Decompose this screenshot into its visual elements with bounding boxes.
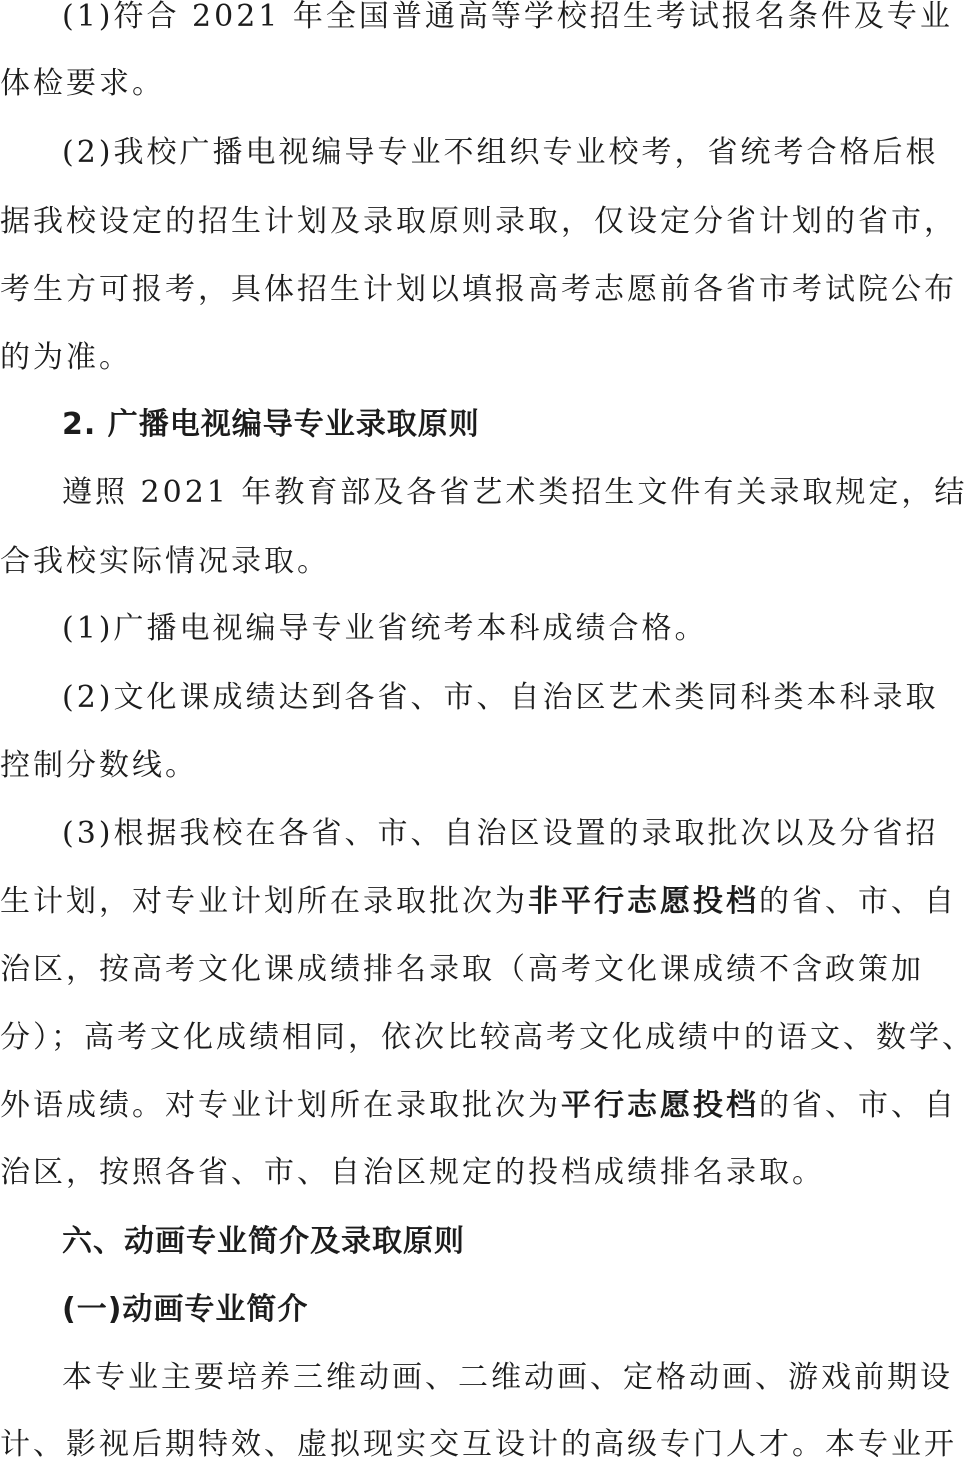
paragraph-line: 体检要求。 — [0, 66, 165, 101]
paragraph-line: 遵照 2021 年教育部及各省艺术类招生文件有关录取规定，结 — [62, 475, 968, 510]
bold-text-run: 非平行志愿投档 — [528, 884, 759, 919]
paragraph-line: 控制分数线。 — [0, 748, 198, 783]
text-run: 生计划，对专业计划所在录取批次为 — [0, 884, 528, 919]
paragraph-line: (1)广播电视编导专业省统考本科成绩合格。 — [62, 611, 708, 646]
paragraph-line: 治区，按高考文化课成绩排名录取（高考文化课成绩不含政策加 — [0, 952, 924, 987]
bold-text-run: 平行志愿投档 — [561, 1088, 759, 1123]
paragraph-line: 本专业主要培养三维动画、二维动画、定格动画、游戏前期设 — [62, 1360, 953, 1395]
paragraph-line: (2)我校广播电视编导专业不组织专业校考，省统考合格后根 — [62, 135, 939, 170]
paragraph-line: 计、影视后期特效、虚拟现实交互设计的高级专门人才。本专业开 — [0, 1427, 957, 1462]
subsection-heading: (一)动画专业简介 — [62, 1292, 309, 1327]
paragraph-line: (2)文化课成绩达到各省、市、自治区艺术类同科类本科录取 — [62, 680, 939, 715]
paragraph-line: 据我校设定的招生计划及录取原则录取，仅设定分省计划的省市， — [0, 204, 957, 239]
section-heading: 2. 广播电视编导专业录取原则 — [62, 407, 480, 442]
paragraph-line: 的为准。 — [0, 340, 132, 375]
section-heading: 六、动画专业简介及录取原则 — [62, 1224, 465, 1259]
paragraph-line: 合我校实际情况录取。 — [0, 544, 330, 579]
text-run: 外语成绩。对专业计划所在录取批次为 — [0, 1088, 561, 1123]
paragraph-line — [0, 1083, 957, 1129]
paragraph-line: 考生方可报考，具体招生计划以填报高考志愿前各省市考试院公布 — [0, 272, 957, 307]
text-run: 的省、市、自 — [759, 1088, 957, 1123]
paragraph-line: 分）；高考文化成绩相同，依次比较高考文化成绩中的语文、数学、 — [0, 1020, 975, 1055]
paragraph-line — [0, 879, 957, 925]
paragraph-line: (1)符合 2021 年全国普通高等学校招生考试报名条件及专业 — [62, 0, 953, 34]
paragraph-line: (3)根据我校在各省、市、自治区设置的录取批次以及分省招 — [62, 816, 939, 851]
paragraph-line: 治区，按照各省、市、自治区规定的投档成绩排名录取。 — [0, 1155, 825, 1190]
text-run: 的省、市、自 — [759, 884, 957, 919]
